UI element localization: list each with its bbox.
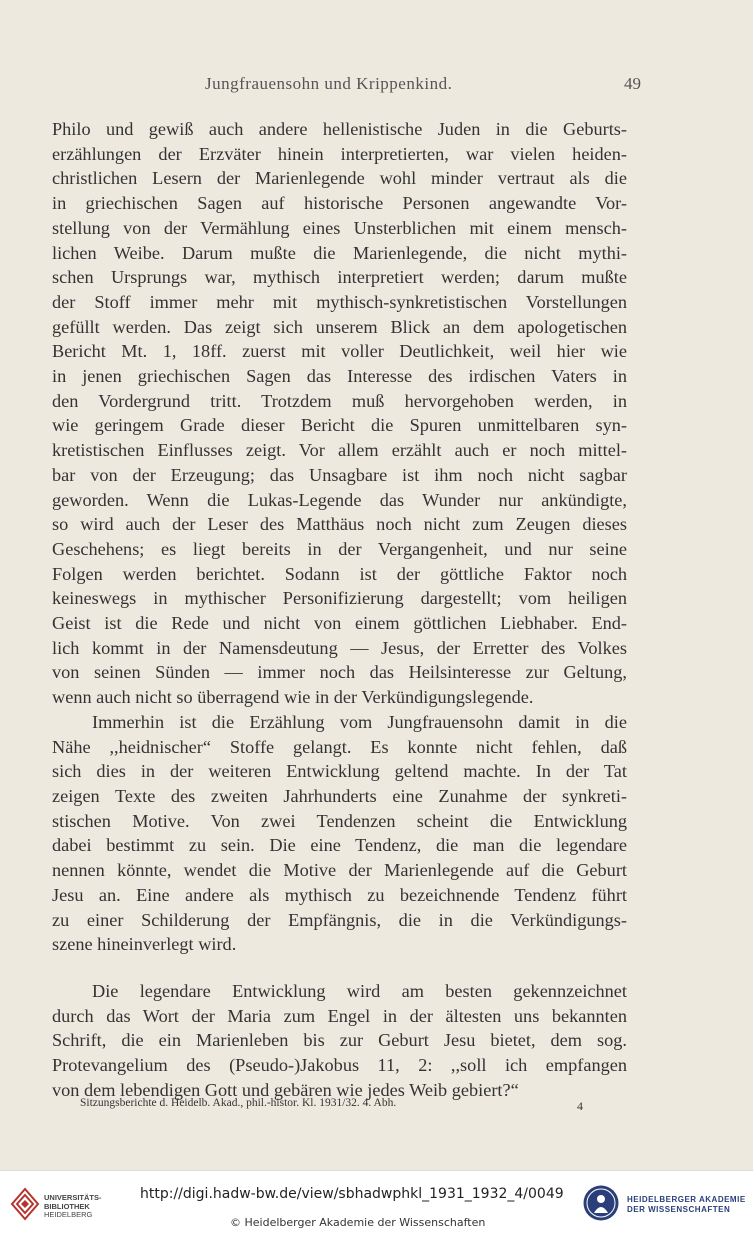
text-line: christlichen Lesern der Marienlegende wohl minder vertraut als die (52, 168, 627, 189)
copyright-notice: © Heidelberger Akademie der Wissenschaften (230, 1216, 486, 1229)
text-line: stellung von der Vermählung eines Unsterblichen mit einem mensch- (52, 217, 627, 238)
text-line: gefüllt werden. Das zeigt sich unserem Blick an dem apologetischen (52, 316, 627, 337)
text-line: lichen Weibe. Darum mußte die Marienlegende, die nicht mythi- (52, 242, 627, 263)
text-line: dabei bestimmt zu sein. Die eine Tendenz, die man die legendare (52, 835, 627, 856)
text-line: Philo und gewiß auch andere hellenistische Juden in die Geburts- (52, 119, 627, 139)
text-line: wie geringem Grade dieser Bericht die Spuren unmittelbaren syn- (52, 415, 627, 436)
text-line: der Stoff immer mehr mit mythisch-synkretistischen Vorstellungen (52, 291, 627, 312)
library-line-1: UNIVERSITÄTS- (44, 1193, 102, 1202)
running-head-title: Jungfrauensohn und Krippenkind. (205, 74, 453, 93)
text-line: den Vordergrund tritt. Trotzdem muß hervorgehoben werden, in (52, 390, 627, 411)
running-head (0, 74, 753, 94)
text-line: in griechischen Sagen auf historische Personen angewandte Vor- (52, 193, 627, 214)
text-line: Jesu an. Eine andere als mythisch zu bezeichnende Tendenz führt (52, 884, 627, 905)
text-line: durch das Wort der Maria zum Engel in der ältesten uns bekannten (52, 1005, 627, 1026)
text-line: Geist ist die Rede und nicht von einem göttlichen Liebhaber. End- (52, 613, 627, 634)
page-number: 49 (624, 74, 641, 93)
text-line: Nähe ,,heidnischer“ Stoffe gelangt. Es konnte nicht fehlen, daß (52, 736, 627, 757)
text-line: in jenen griechischen Sagen das Interesse des irdischen Vaters in (52, 366, 627, 387)
library-line-2: BIBLIOTHEK (44, 1201, 90, 1211)
text-line: bar von der Erzeugung; das Unsagbare ist ihm noch nicht sagbar (52, 464, 627, 485)
text-line: erzählungen der Erzväter hinein interpretierten, war vielen heiden- (52, 143, 627, 164)
viewer-footer-bar (0, 1170, 753, 1234)
academy-line-2: DER WISSENSCHAFTEN (627, 1204, 731, 1214)
text-line: Schrift, die ein Marienleben bis zur Geburt Jesu bietet, dem sog. (52, 1030, 627, 1051)
text-line: Bericht Mt. 1, 18ff. zuerst mit voller Deutlichkeit, weil hier wie (52, 341, 627, 362)
academy-name (627, 1195, 746, 1214)
text-line: Immerhin ist die Erzählung vom Jungfrauensohn damit in die (92, 711, 627, 732)
academy-seal-icon[interactable] (582, 1184, 620, 1222)
text-line: Geschehens; es liegt bereits in der Vergangenheit, und nur seine (52, 538, 627, 559)
publication-reference: Sitzungsberichte d. Heidelb. Akad., phil.-histor. Kl. 1931/32. 4. Abh. (80, 1097, 397, 1109)
signature-line (80, 1097, 600, 1113)
library-line-3: HEIDELBERG (44, 1210, 93, 1219)
text-line: so wird auch der Leser des Matthäus noch nicht zum Zeugen dieses (52, 514, 627, 535)
text-line: Die legendare Entwicklung wird am besten gekennzeichnet (92, 980, 627, 1001)
university-library-name (44, 1194, 102, 1220)
text-line: sich dies in der weiteren Entwicklung geltend machte. In der Tat (52, 761, 627, 782)
paragraph-3 (52, 979, 627, 1103)
text-line: von seinen Sünden — immer noch das Heilsinteresse zur Geltung, (52, 662, 627, 683)
text-line: geworden. Wenn die Lukas-Legende das Wunder nur ankündigte, (52, 489, 627, 510)
text-line: von dem lebendigen Gott und gebären wie jedes Weib gebiert?“ (52, 1079, 519, 1100)
text-line: schen Ursprungs war, mythisch interpretiert werden; darum mußte (52, 267, 627, 288)
signature-mark: 4 (577, 1099, 583, 1113)
paragraph-1 (52, 117, 627, 710)
academy-line-1: HEIDELBERGER AKADEMIE (627, 1195, 746, 1204)
text-line: lich kommt in der Namensdeutung — Jesus, der Erretter des Volkes (52, 637, 627, 658)
permalink-url[interactable]: http://digi.hadw-bw.de/view/sbhadwphkl_1931_1932_4/0049 (140, 1186, 564, 1202)
text-line: zeigen Texte des zweiten Jahrhunderts eine Zunahme der synkreti- (52, 785, 627, 806)
text-line: Protevangelium des (Pseudo-)Jakobus 11, 2: ,,soll ich empfangen (52, 1055, 627, 1076)
text-line: wenn auch nicht so überragend wie in der Verkündigungslegende. (52, 687, 534, 708)
text-line: kretistischen Einflusses zeigt. Vor allem erzählt auch er noch mittel- (52, 440, 627, 461)
section-gap (52, 957, 627, 979)
text-line: szene hineinverlegt wird. (52, 934, 237, 955)
university-library-logo-icon[interactable] (10, 1187, 40, 1223)
body-text (52, 117, 627, 1102)
text-line: nennen könnte, wendet die Motive der Marienlegende auf die Geburt (52, 860, 627, 881)
text-line: keineswegs in mythischer Personifizierung dargestellt; vom heiligen (52, 588, 627, 609)
text-line: stischen Motive. Von zwei Tendenzen scheint die Entwicklung (52, 810, 627, 831)
text-line: Folgen werden berichtet. Sodann ist der göttliche Faktor noch (52, 563, 627, 584)
paragraph-2 (52, 710, 627, 957)
text-line: zu einer Schilderung der Empfängnis, die in die Verkündigungs- (52, 909, 627, 930)
